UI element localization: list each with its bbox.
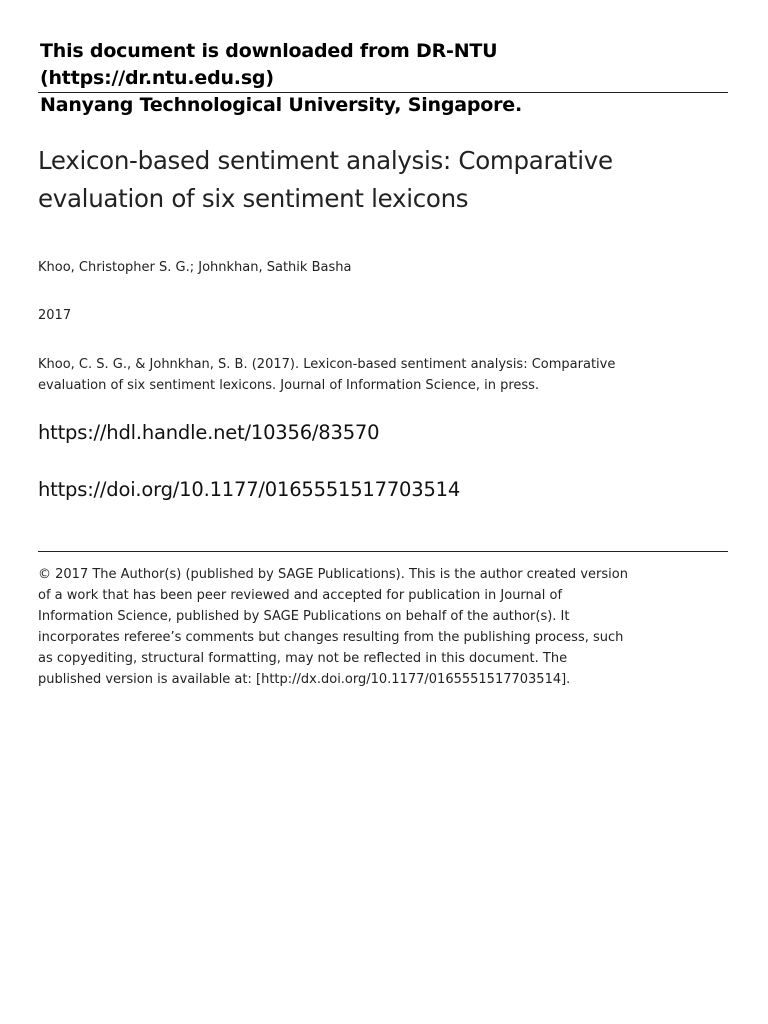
citation-line-2: evaluation of six sentiment lexicons. Journal of Information Science, in press. <box>38 378 540 393</box>
copyright-line: incorporates referee’s comments but changes resulting from the publishing process, such <box>38 630 624 645</box>
title-line-1: Lexicon-based sentiment analysis: Comparative <box>38 146 613 175</box>
header-divider <box>38 92 728 93</box>
repository-header <box>40 38 728 119</box>
copyright-line: as copyediting, structural formatting, may not be reflected in this document. The <box>38 651 568 666</box>
copyright-line: Information Science, published by SAGE Publications on behalf of the author(s). It <box>38 609 570 624</box>
header-source-line: This document is downloaded from DR-NTU (https://dr.ntu.edu.sg) <box>40 40 498 89</box>
copyright-notice <box>38 564 634 690</box>
doi-link[interactable]: https://doi.org/10.1177/0165551517703514 <box>38 478 461 501</box>
document-year: 2017 <box>38 308 72 323</box>
title-line-2: evaluation of six sentiment lexicons <box>38 184 469 213</box>
document-citation <box>38 354 638 396</box>
header-institution-line: Nanyang Technological University, Singapore. <box>40 94 523 116</box>
copyright-line: © 2017 The Author(s) (published by SAGE Publications). This is the author created version <box>38 567 628 582</box>
document-authors: Khoo, Christopher S. G.; Johnkhan, Sathik Basha <box>38 260 352 275</box>
citation-line-1: Khoo, C. S. G., & Johnkhan, S. B. (2017). Lexicon-based sentiment analysis: Comparative <box>38 357 616 372</box>
document-title <box>38 142 718 218</box>
handle-link[interactable]: https://hdl.handle.net/10356/83570 <box>38 421 380 444</box>
copyright-line: of a work that has been peer reviewed and accepted for publication in Journal of <box>38 588 563 603</box>
section-divider <box>38 551 728 552</box>
copyright-line: published version is available at: [http://dx.doi.org/10.1177/0165551517703514]. <box>38 672 571 687</box>
